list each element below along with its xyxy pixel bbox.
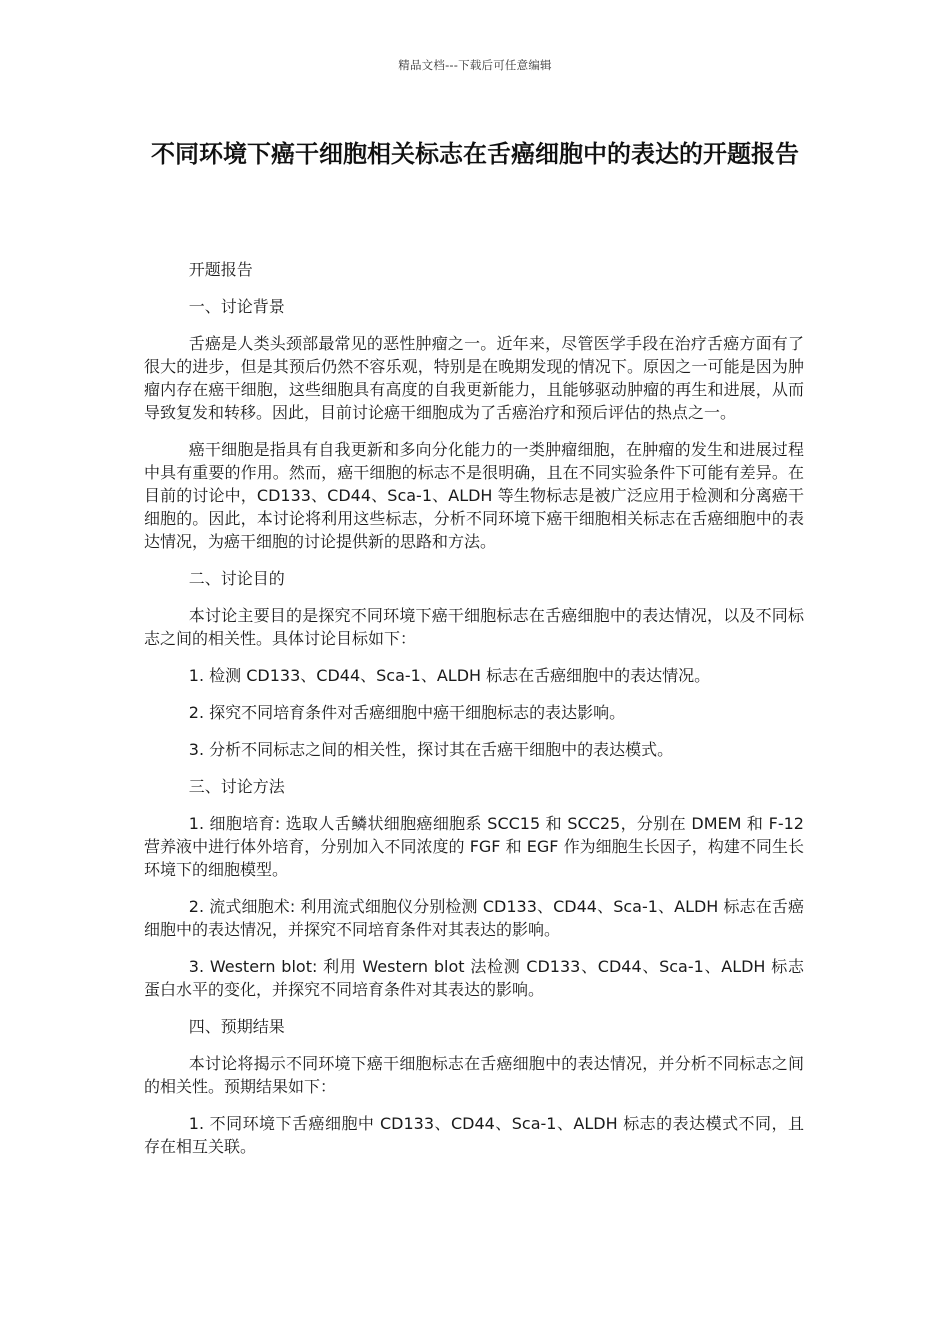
objective-item-3: 3. 分析不同标志之间的相关性，探讨其在舌癌干细胞中的表达模式。 — [188, 740, 674, 759]
method-item-1: 1. 细胞培育: 选取人舌鳞状细胞癌细胞系 SCC15 和 SCC25，分别在 DMEM 和 F-12 营养液中进行体外培育，分别加入不同浓度的 FGF 和 EGF 作为细胞生长因子，构建不同生长环境下的细胞模型。 — [144, 814, 804, 879]
document-title: 不同环境下癌干细胞相关标志在舌癌细胞中的表达的开题报告 — [151, 140, 799, 168]
method-item-3: 3. Western blot: 利用 Western blot 法检测 CD133、CD44、Sca-1、ALDH 标志蛋白水平的变化，并探究不同培育条件对其表达的影响。 — [144, 957, 804, 999]
paragraph-background-2: 癌干细胞是指具有自我更新和多向分化能力的一类肿瘤细胞，在肿瘤的发生和进展过程中具有重要的作用。然而，癌干细胞的标志不是很明确，且在不同实验条件下可能有差异。在目前的讨论中，CD133、CD44、Sca-1、ALDH 等生物标志是被广泛应用于检测和分离癌干细胞的。因此，本讨论将利用这些标志，分析不同环境下癌干细胞相关标志在舌癌细胞中的表达情况，为癌干细胞的讨论提供新的思路和方法。 — [144, 440, 804, 551]
section-heading-background: 一、讨论背景 — [188, 297, 285, 316]
section-label-report: 开题报告 — [188, 260, 253, 279]
header-note: 精品文档---下载后可任意编辑 — [398, 58, 552, 72]
method-item-2: 2. 流式细胞术: 利用流式细胞仪分别检测 CD133、CD44、Sca-1、ALDH 标志在舌癌细胞中的表达情况，并探究不同培育条件对其表达的影响。 — [144, 897, 804, 939]
paragraph-expected-intro: 本讨论将揭示不同环境下癌干细胞标志在舌癌细胞中的表达情况，并分析不同标志之间的相关性。预期结果如下： — [144, 1054, 804, 1096]
section-heading-expected-results: 四、预期结果 — [188, 1017, 285, 1036]
objective-item-1: 1. 检测 CD133、CD44、Sca-1、ALDH 标志在舌癌细胞中的表达情况。 — [188, 666, 711, 685]
paragraph-background-1: 舌癌是人类头颈部最常见的恶性肿瘤之一。近年来，尽管医学手段在治疗舌癌方面有了很大的进步，但是其预后仍然不容乐观，特别是在晚期发现的情况下。原因之一可能是因为肿瘤内存在癌干细胞，这些细胞具有高度的自我更新能力，且能够驱动肿瘤的再生和进展，从而导致复发和转移。因此，目前讨论癌干细胞成为了舌癌治疗和预后评估的热点之一。 — [144, 334, 804, 422]
section-heading-methods: 三、讨论方法 — [188, 777, 285, 796]
expected-result-item-1: 1. 不同环境下舌癌细胞中 CD133、CD44、Sca-1、ALDH 标志的表达模式不同，且存在相互关联。 — [144, 1114, 804, 1156]
paragraph-objectives-intro: 本讨论主要目的是探究不同环境下癌干细胞标志在舌癌细胞中的表达情况，以及不同标志之间的相关性。具体讨论目标如下： — [144, 606, 804, 648]
objective-item-2: 2. 探究不同培育条件对舌癌细胞中癌干细胞标志的表达影响。 — [188, 703, 626, 722]
document-body — [144, 258, 804, 1172]
section-heading-objectives: 二、讨论目的 — [188, 569, 285, 588]
